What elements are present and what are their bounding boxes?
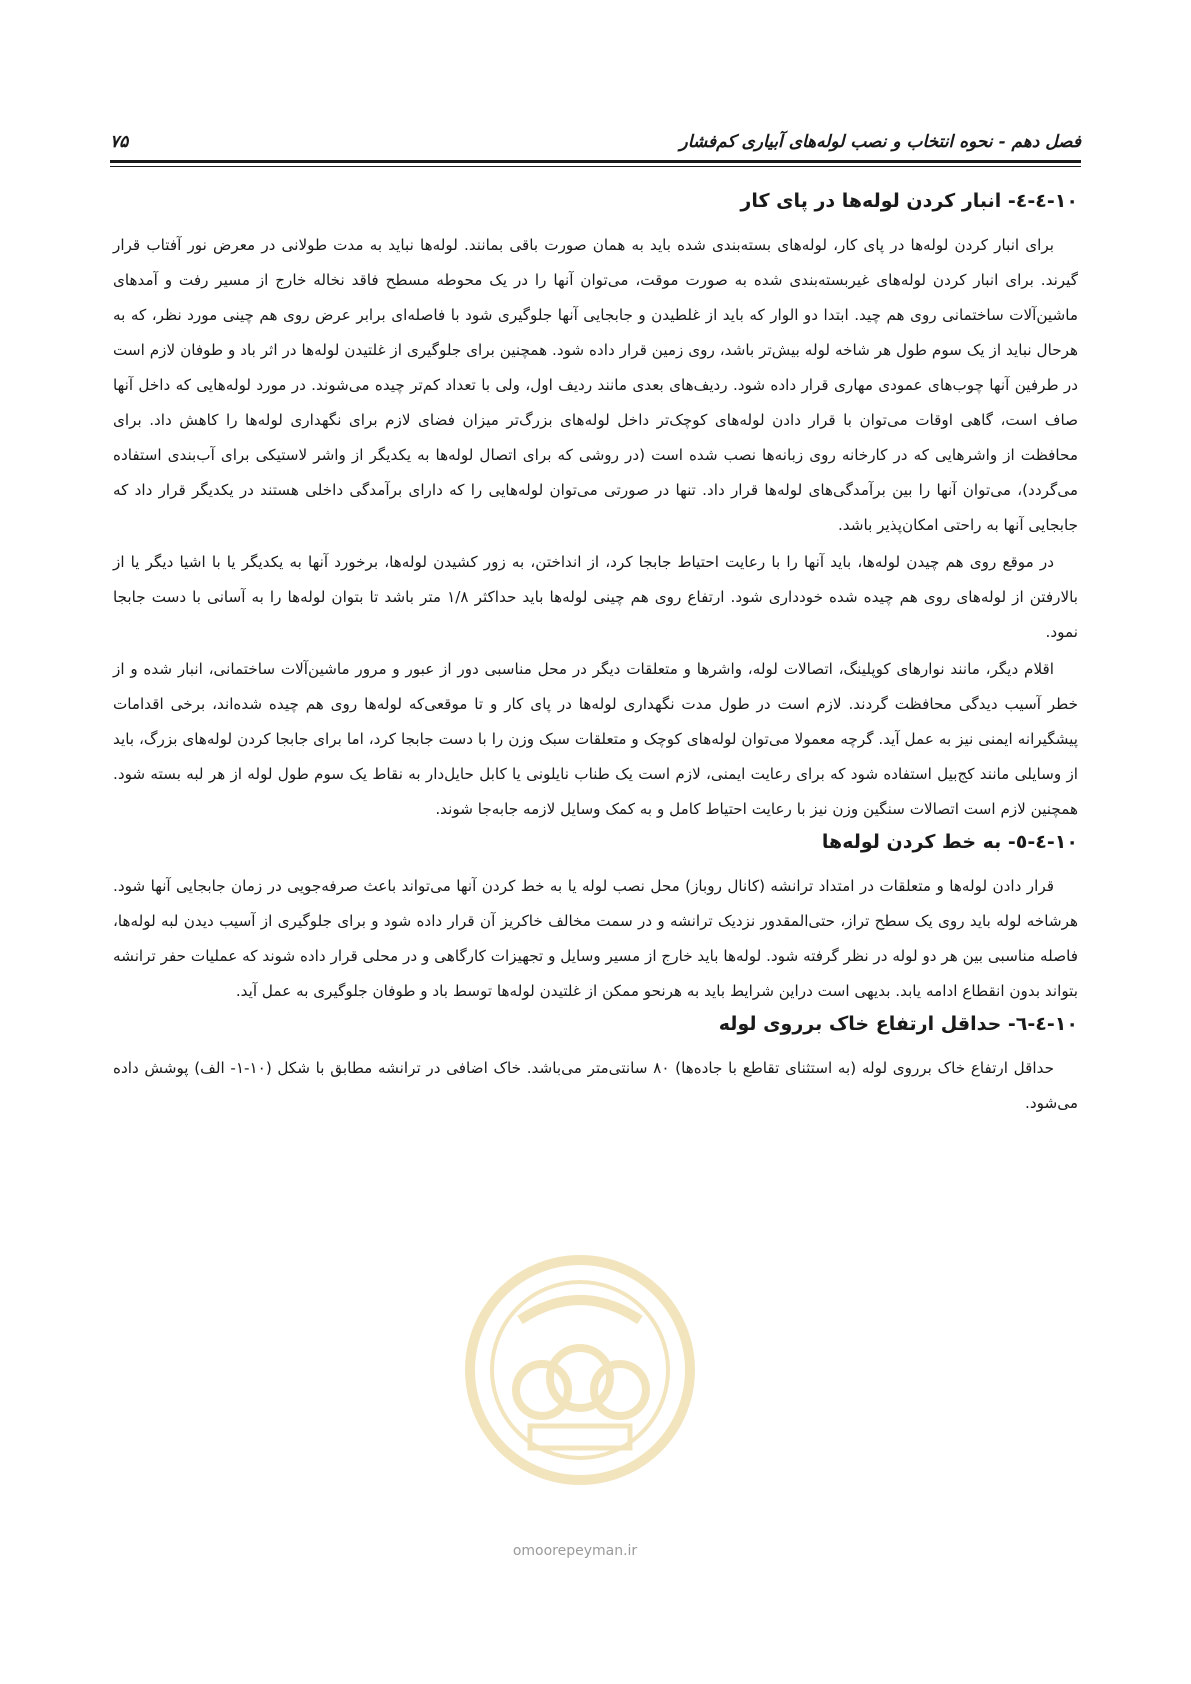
watermark-logo	[460, 1250, 700, 1490]
page-number: ۷۵	[110, 132, 129, 152]
watermark-banner	[520, 1300, 640, 1320]
section-title: ۱۰-٤-٤- انبار کردن لوله‌ها در پای کار	[740, 190, 1078, 212]
watermark-url: omoorepeyman.ir	[512, 1543, 638, 1559]
paragraph: حداقل ارتفاع خاک برروی لوله (به استثنای تقاطع با جاده‌ها) ۸۰ سانتی‌متر می‌باشد. خاک اضافی در ترانشه مطابق با شکل (۱۰-۱- الف) پوشش داده می‌شود.	[113, 1059, 1078, 1112]
paragraph: اقلام دیگر، مانند نوارهای کوپلینگ، اتصالات لوله، واشرها و متعلقات دیگر در محل مناسبی دور از عبور و مرور ماشین‌آلات ساختمانی، انبار شده و از خطر آسیب دیدگی محافظت گردند. لازم است در طول مدت نگهداری لوله‌ها در پای کار و تا موقعی‌که لوله‌ها روی هم چیده شده‌اند، برخی اقدامات پیشگیرانه ایمنی نیز به عمل آید. گرچه معمولا می‌توان لوله‌های کوچک و متعلقات سبک وزن را با دست جابجا کرد، اما برای جابجا کردن لوله‌های بزرگ، باید از وسایلی مانند کج‌بیل استفاده شود که برای رعایت ایمنی، لازم است یک طناب نایلونی یا کابل حایل‌دار به نقاط یک سوم طول لوله از هر لبه بسته شود. همچنین لازم است اتصالات سنگین وزن نیز با رعایت احتیاط کامل و به کمک وسایل لازمه جابه‌جا شوند.	[113, 660, 1078, 818]
section-min-cover	[113, 1013, 1078, 1121]
header-rule-thick	[110, 160, 1081, 163]
running-header	[110, 128, 1081, 156]
section-storage	[113, 190, 1078, 827]
section-title: ۱۰-٤-٥- به خط کردن لوله‌ها	[821, 831, 1078, 853]
page-body	[113, 186, 1078, 1123]
section-stringing	[113, 831, 1078, 1009]
chapter-title: فصل دهم - نحوه انتخاب و نصب لوله‌های آبیاری کم‌فشار	[679, 132, 1081, 152]
watermark-base	[530, 1426, 630, 1448]
paragraph: برای انبار کردن لوله‌ها در پای کار، لوله‌های بسته‌بندی شده باید به همان صورت باقی بمانند. لوله‌ها نباید به مدت طولانی در معرض نور آفتاب قرار گیرند. برای انبار کردن لوله‌های غیربسته‌بندی شده به صورت موقت، می‌توان آنها را در یک محوطه مسطح فاقد نخاله خارج از مسیر رفت و آمدهای ماشین‌آلات ساختمانی روی هم چید. ابتدا دو الوار که باید از غلطیدن و جابجایی آنها جلوگیری شود با فاصله‌ای برابر عرض روی هم چینی مورد نظر، که به هرحال نباید از یک سوم طول هر شاخه لوله بیش‌تر باشد، روی زمین قرار داده شود. همچنین برای جلوگیری از غلتیدن لوله‌ها در اثر باد و طوفان لازم است در طرفین آنها چوب‌های عمودی مهاری قرار داده شود. ردیف‌های بعدی مانند ردیف اول، ولی با تعداد کم‌تر چیده می‌شوند. در مورد لوله‌هایی که داخل آنها صاف است، گاهی اوقات می‌توان با قرار دادن لوله‌های کوچک‌تر داخل لوله‌های بزرگ‌تر میزان فضای لازم برای نگهداری لوله‌ها را کاهش داد. برای محافظت از واشرهایی که در کارخانه روی زبانه‌ها نصب شده است (در روشی که برای اتصال لوله‌ها به یکدیگر از واشر لاستیکی برای آب‌بندی استفاده می‌گردد)، می‌توان آنها را بین برآمدگی‌های لوله‌ها قرار داد. تنها در صورتی می‌توان لوله‌هایی را که دارای برآمدگی داخلی هستند در یکدیگر قرار داد که جابجایی آنها به راحتی امکان‌پذیر باشد.	[113, 236, 1078, 534]
paragraph: قرار دادن لوله‌ها و متعلقات در امتداد ترانشه (کانال روباز) محل نصب لوله یا به خط کردن آنها می‌تواند باعث صرفه‌جویی در زمان جابجایی آنها شود. هرشاخه لوله باید روی یک سطح تراز، حتی‌المقدور نزدیک ترانشه و در سمت مخالف خاکریز آن قرار داده شود و برای جلوگیری از آسیب دیدن لبه لوله‌ها، فاصله مناسبی بین هر دو لوله در نظر گرفته شود. لوله‌ها باید خارج از مسیر وسایل و تجهیزات کارگاهی و در محلی قرار داده شوند که عملیات حفر ترانشه بتواند بدون انقطاع ادامه یابد. بدیهی است دراین شرایط باید به هرنحو ممکن از غلتیدن لوله‌ها توسط باد و طوفان جلوگیری به عمل آید.	[113, 877, 1078, 1000]
watermark-gear-left	[516, 1364, 568, 1416]
section-title: ۱۰-٤-٦- حداقل ارتفاع خاک برروی لوله	[718, 1013, 1078, 1035]
paragraph: در موقع روی هم چیدن لوله‌ها، باید آنها را با رعایت احتیاط جابجا کرد، از انداختن، به زور کشیدن لوله‌ها، برخورد آنها به یکدیگر یا با اشیا دیگر یا از بالارفتن از لوله‌های روی هم چیده شده خودداری شود. ارتفاع روی هم چینی لوله‌ها باید حداکثر ۱/۸ متر باشد تا بتوان لوله‌ها را به آسانی با دست جابجا نمود.	[113, 553, 1078, 641]
watermark-gear-right	[594, 1364, 646, 1416]
header-rule-thin	[110, 166, 1081, 167]
